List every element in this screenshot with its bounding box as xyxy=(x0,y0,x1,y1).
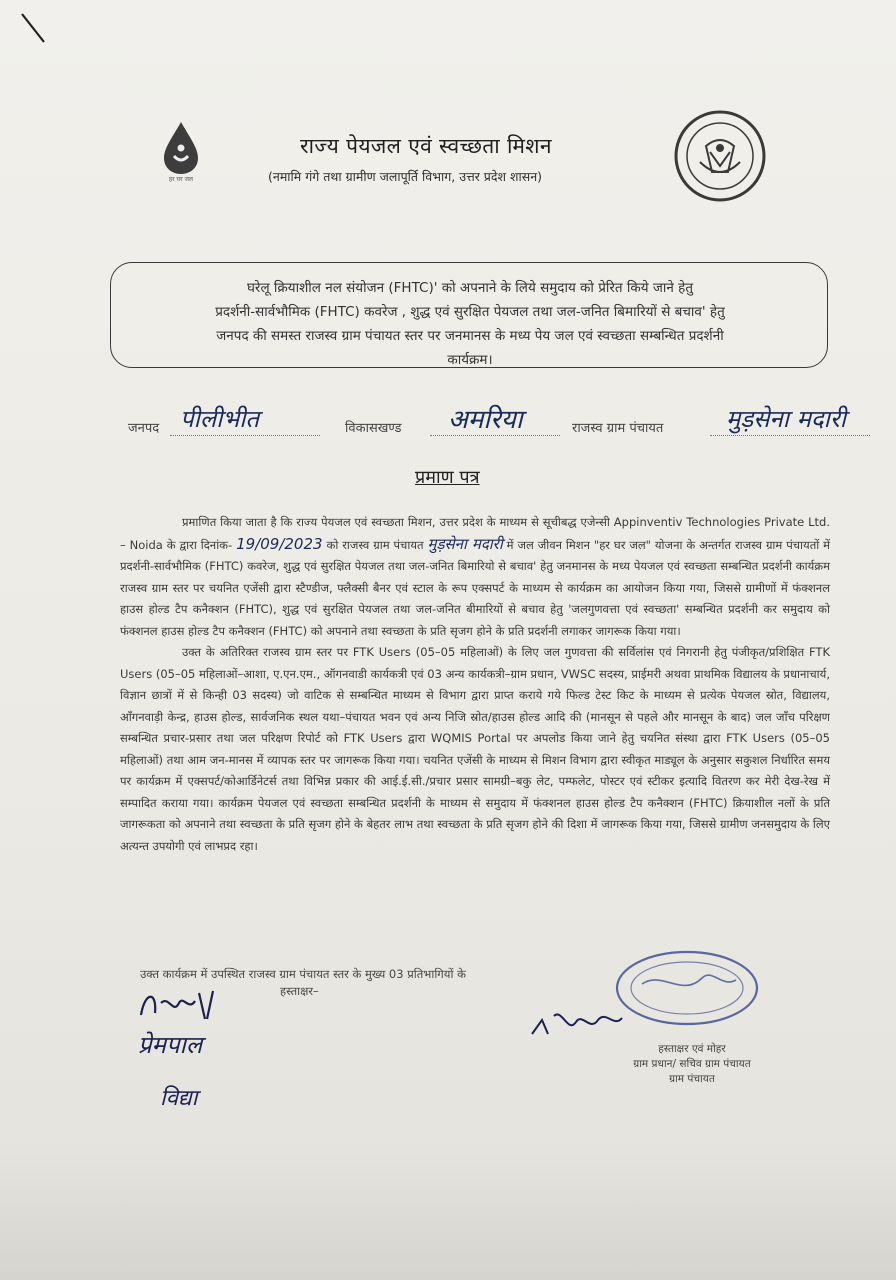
signature-1-name: प्रेमपाल xyxy=(138,1031,203,1059)
panchayat-underline xyxy=(710,434,870,436)
logo-caption: हर घर जल xyxy=(169,176,193,183)
pen-stroke-mark xyxy=(18,8,48,48)
district-label: जनपद xyxy=(128,421,160,436)
programme-description xyxy=(122,276,818,372)
para1-part-a: प्रमाणित किया जाता है कि राज्य पेयजल एवं स्वच्छता मिशन, उत्तर प्रदेश के माध्यम से सूचीबद्ध एजेन्सी Appinventiv Technologies Private Ltd. – Noida के द्वारा दिनांक- xyxy=(120,515,830,552)
body-paragraph-2: उक्त के अतिरिक्त राजस्व ग्राम स्तर पर FTK Users (05–05 महिलाओं) के लिए जल गुणवत्ता की सर्विलांस एवं निगरानी हेतु पंजीकृत/प्रशिक्षित FTK Users (05–05 महिलाओं–आशा, ए.एन.एम., ऑगनवाडी कार्यकत्री एवं 03 अन्य कार्यकत्री–ग्राम प्रधान, VWSC सदस्य, प्राईमरी अथवा प्राथमिक विद्यालय के प्रधानाचार्य, विज्ञान छात्रों में से किन्ही 03 सदस्य) जो वाटिक से सम्बन्धित माध्यम से विभाग द्वारा प्राप्त कराये गये फिल्ड टेस्ट किट के माध्यम से प्रत्येक पेयजल स्रोत, विद्यालय, आँगनवाड़ी केन्द्र, हाउस होल्ड, सार्वजनिक स्थल यथा–पंचायत भवन एवं अन्य निजि स्रोत/हाउस होल्ड आदि की (मानसून से पहले और मानसून के बाद) जल जाँच परिक्षण सम्बन्धित प्रचार-प्रसार तथा जल परिक्षण रिपोर्ट को FTK Users द्वारा WQMIS Portal पर अपलोड किया जाने हेतु चयनित संस्था द्वारा FTK Users (05–05 महिलाओं) तथा आम जन-मानस में व्यापक स्तर पर जागरूक किया गया। चयनित एजेंसी के माध्यम से मिशन विभाग द्वारा स्वीकृत माड्यूल के अनुसार सकुशल निर्धारित समय पर कार्यक्रम में एक्सपर्ट/कोआर्डिनेटर्स तथा विभिन्न प्रकार की आई.ई.सी./प्रचार प्रसार सामग्री–बकु लेट, पम्फलेट, पोस्टर एवं स्टीकर इत्यादि वितरण कर मेरी देख-रेख में सम्पादित कराया गया। कार्यक्रम पेयजल एवं स्वच्छता सम्बन्धित प्रदर्शनी के माध्यम से समुदाय में फंक्शनल हाउस होल्ड टैप कनैक्शन (FHTC) क्रियाशील नलों के प्रति जागरूकता को अपनाने तथा स्वच्छता के प्रति सृजग होने के बेहतर लाभ तथा स्वच्छता के प्रति सृजग होने की दिशा में जागरूक किया गया, जिससे ग्रामीण जनसमुदाय के लिए अत्यन्त उपयोगी एवं लाभप्रद रहा। xyxy=(120,645,830,853)
jal-jeevan-mission-logo xyxy=(150,118,212,208)
gram-panchayat-label: राजस्व ग्राम पंचायत xyxy=(572,421,664,436)
gram-panchayat-value: मुड़सेना मदारी xyxy=(726,405,846,433)
stamp-caption-line-3: ग्राम पंचायत xyxy=(669,1073,715,1085)
district-value: पीलीभीत xyxy=(180,405,260,433)
programme-line-3: जनपद की समस्त राजस्व ग्राम पंचायत स्तर पर जनमानस के मध्य पेय जल एवं स्वच्छता सम्बन्धित प्रदर्शनी xyxy=(216,328,724,344)
programme-line-4: कार्यक्रम। xyxy=(447,352,493,368)
block-underline xyxy=(430,434,560,436)
signature-label: हस्ताक्षर– xyxy=(280,984,319,998)
block-value: अमरिया xyxy=(448,405,523,435)
handwritten-panchayat: मुड़सेना मदारी xyxy=(427,534,503,553)
programme-line-2: प्रदर्शनी-सार्वभौमिक (FHTC) कवरेज , शुद्ध एवं सुरक्षित पेयजल तथा जल-जनित बिमारियों से बचाव' हेतु xyxy=(215,304,725,320)
page-shadow xyxy=(0,1150,896,1280)
programme-line-1: घरेलू क्रियाशील नल संयोजन (FHTC)' को अपनाने के लिये समुदाय को प्रेरित किये जाने हेतु xyxy=(246,280,694,296)
organization-subtitle: (नमामि गंगे तथा ग्रामीण जलापूर्ति विभाग, उत्तर प्रदेश शासन) xyxy=(268,169,543,184)
certificate-heading: प्रमाण पत्र xyxy=(415,467,480,488)
organization-title: राज्य पेयजल एवं स्वच्छता मिशन xyxy=(300,134,552,158)
closing-line: उक्त कार्यक्रम में उपस्थित राजस्व ग्राम पंचायत स्तर के मुख्य 03 प्रतिभागियों के xyxy=(140,967,466,981)
handwritten-date: 19/09/2023 xyxy=(236,534,323,553)
certificate-body xyxy=(120,512,830,857)
district-underline xyxy=(170,434,320,436)
signature-2: विद्या xyxy=(160,1086,198,1111)
body-paragraph-1 xyxy=(120,512,830,642)
stamp-caption-line-2: ग्राम प्रधान/ सचिव ग्राम पंचायत xyxy=(633,1058,751,1070)
uttar-pradesh-seal xyxy=(670,106,770,206)
pradhan-stamp xyxy=(612,948,762,1028)
block-label: विकासखण्ड xyxy=(345,421,402,436)
stamp-caption xyxy=(612,1042,772,1087)
stamp-caption-line-1: हस्ताक्षर एवं मोहर xyxy=(658,1043,726,1055)
signature-1 xyxy=(135,985,245,1033)
para1-part-b: को राजस्व ग्राम पंचायत xyxy=(326,537,424,552)
para1-part-c: में जल जीवन मिशन "हर घर जल" योजना के अन्तर्गत राजस्व ग्राम पंचायतों में प्रदर्शनी-सार्वभौमिक (FHTC) कवरेज, शुद्ध एवं सुरक्षित पेयजल तथा जल-जनित बिमारियो से बचाव' हेतु जनमानस के मध्य पेयजल एवं स्वच्छता सम्बन्धित प्रदर्शनी कार्यक्रम राजस्व ग्राम स्तर पर चयनित एजेंसी द्वारा स्टैण्डीज, फ्लैक्सी बैनर एवं स्टाल के रूप एक्सपर्ट के माध्यम से कार्यक्रम का आयोजन किया गया, जिससे ग्रामीणों में फंक्शनल हाउस होल्ड टैप कनैक्शन (FHTC), शुद्ध एवं सुरक्षित पेयजल तथा जल-जनित बीमारियों से बचाव हेतु 'जलगुणवत्ता एवं स्वच्छता' सम्बन्धित प्रदर्शनी कर समुदाय को फंक्शनल हाउस होल्ड टैप कनैक्शन (FHTC) को अपनाने तथा स्वच्छता के प्रति सृजग होने के प्रति प्रदर्शनी लगाकर जागरूक किया गया। xyxy=(120,537,831,638)
